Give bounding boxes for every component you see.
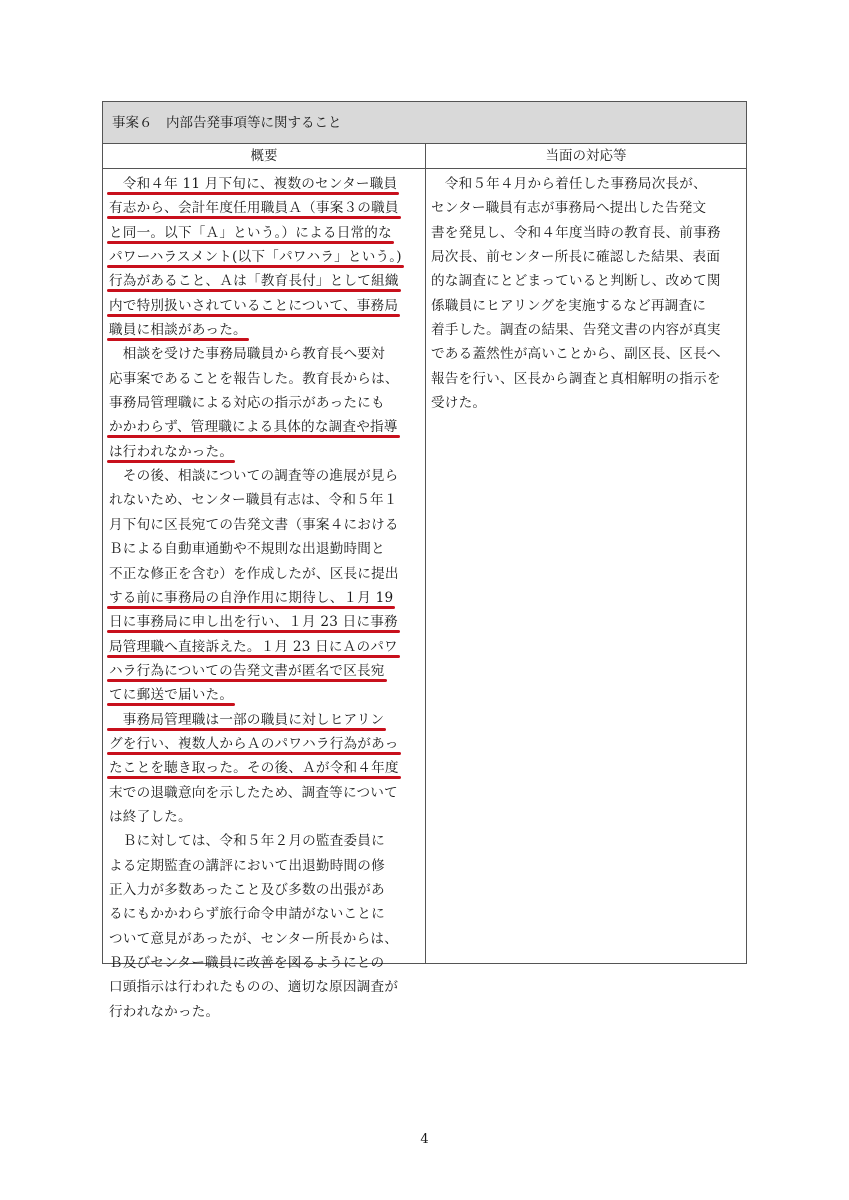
- overview-line: [109, 659, 421, 683]
- overview-line: [109, 513, 421, 537]
- overview-line: [109, 269, 421, 293]
- overview-line: [109, 975, 421, 999]
- line-text: 不正な修正を含む）を作成したが、区長に提出: [109, 565, 399, 582]
- overview-line: [109, 732, 421, 756]
- underlined-text: 職員に相談があった。: [109, 322, 247, 339]
- line-text: 行われなかった。: [109, 1003, 220, 1020]
- line-text: 月下旬に区長宛ての告発文書（事案４における: [109, 516, 399, 533]
- response-text: [431, 172, 743, 415]
- overview-line: [109, 635, 421, 659]
- page-number: 4: [420, 1132, 429, 1147]
- overview-line: [109, 781, 421, 805]
- response-line: 書を発見し、令和４年度当時の教育長、前事務: [431, 224, 721, 241]
- response-line: センター職員有志が事務局へ提出した告発文: [431, 200, 707, 217]
- overview-line: [109, 196, 421, 220]
- underlined-text: 事務局管理職は一部の職員に対しヒアリン: [109, 711, 385, 728]
- line-text: 正入力が多数あったこと及び多数の出張があ: [109, 881, 385, 898]
- underlined-text: かかわらず、管理職による具体的な調査や指導: [109, 419, 398, 436]
- line-text: Ｂによる自動車通勤や不規則な出退勤時間と: [109, 541, 385, 558]
- line-text: 相談を受けた事務局職員から教育長へ要対: [109, 346, 385, 363]
- response-line: である蓋然性が高いことから、副区長、区長へ: [431, 346, 721, 363]
- line-text: 事務局管理職による対応の指示があったにも: [109, 395, 385, 412]
- response-line: 受けた。: [431, 395, 487, 412]
- line-text: ついて意見があったが、センター所長からは、: [109, 930, 398, 947]
- overview-line: [109, 1000, 421, 1024]
- underlined-text: と同一。以下「Ａ」という。）による日常的な: [109, 224, 392, 241]
- underlined-text: 行為があること、Ａは「教育長付」として組織: [109, 273, 399, 290]
- header-response: 当面の対応等: [545, 148, 627, 164]
- underlined-text: 令和４年 11 月下旬に、複数のセンター職員: [109, 176, 398, 192]
- line-text: 応事案であることを報告した。教育長からは、: [109, 370, 399, 387]
- line-text: よる定期監査の講評において出退勤時間の修: [109, 857, 385, 874]
- line-text: れないため、センター職員有志は、令和５年１: [109, 492, 398, 509]
- overview-line: [109, 488, 421, 512]
- underlined-text: する前に事務局の自浄作用に期待し、１月 19: [109, 589, 394, 606]
- overview-line: [109, 537, 421, 561]
- underlined-text: てに郵送で届いた。: [109, 687, 234, 704]
- response-line: 係職員にヒアリングを実施するなど再調査に: [431, 297, 707, 314]
- overview-line: [109, 318, 421, 342]
- line-text: は終了した。: [109, 808, 192, 825]
- overview-line: [109, 367, 421, 391]
- line-text: 口頭指示は行われたものの、適切な原因調査が: [109, 979, 399, 996]
- overview-line: [109, 586, 421, 610]
- underlined-text: グを行い、複数人からＡのパワハラ行為があっ: [109, 735, 399, 752]
- overview-line: [109, 221, 421, 245]
- overview-line: [109, 829, 421, 853]
- underlined-text: パワーハラスメント(以下「パワハラ」という。): [109, 249, 402, 266]
- response-line: 令和５年４月から着任した事務局次長が、: [431, 176, 707, 192]
- column-divider: [425, 144, 426, 963]
- line-text: Ｂ及びセンター職員に改善を図るようにとの: [109, 955, 385, 971]
- overview-line: [109, 415, 421, 439]
- overview-line: [109, 902, 421, 926]
- overview-line: [109, 951, 421, 975]
- underlined-text: たことを聴き取った。その後、Ａが令和４年度: [109, 760, 399, 777]
- response-line: 的な調査にとどまっていると判断し、改めて関: [431, 273, 721, 290]
- underlined-text: は行われなかった。: [109, 443, 234, 460]
- overview-line: [109, 683, 421, 707]
- overview-line: [109, 562, 421, 586]
- overview-line: [109, 245, 421, 269]
- response-line: 着手した。調査の結果、告発文書の内容が真実: [431, 322, 721, 339]
- overview-line: [109, 464, 421, 488]
- case-title: 事案６ 内部告発事項等に関すること: [103, 102, 746, 144]
- overview-line: [109, 440, 421, 464]
- line-text: 末での退職意向を示したため、調査等について: [109, 784, 398, 801]
- overview-line: [109, 854, 421, 878]
- document-table: [102, 101, 747, 1020]
- underlined-text: 内で特別扱いされていることについて、事務局: [109, 297, 399, 314]
- response-line: 局次長、前センター所長に確認した結果、表面: [431, 249, 721, 266]
- overview-line: [109, 927, 421, 951]
- overview-line: [109, 708, 421, 732]
- overview-line: [109, 172, 421, 196]
- underlined-text: ハラ行為についての告発文書が匿名で区長宛: [109, 662, 385, 679]
- underlined-text: 有志から、会計年度任用職員Ａ（事案３の職員: [109, 200, 399, 217]
- underlined-text: 日に事務局に申し出を行い、１月 23 日に事務: [109, 614, 398, 631]
- overview-text: [109, 172, 421, 1024]
- overview-line: [109, 342, 421, 366]
- line-text: Ｂに対しては、令和５年２月の監査委員に: [109, 833, 385, 850]
- overview-line: [109, 294, 421, 318]
- overview-line: [109, 610, 421, 634]
- overview-line: [109, 391, 421, 415]
- line-text: るにもかかわらず旅行命令申請がないことに: [109, 906, 385, 923]
- overview-line: [109, 805, 421, 829]
- overview-line: [109, 878, 421, 902]
- line-text: その後、相談についての調査等の進展が見ら: [109, 468, 399, 485]
- overview-line: [109, 756, 421, 780]
- header-overview: 概要: [250, 148, 278, 164]
- underlined-text: 局管理職へ直接訴えた。１月 23 日にＡのパワ: [109, 638, 398, 655]
- response-line: 報告を行い、区長から調査と真相解明の指示を: [431, 370, 721, 387]
